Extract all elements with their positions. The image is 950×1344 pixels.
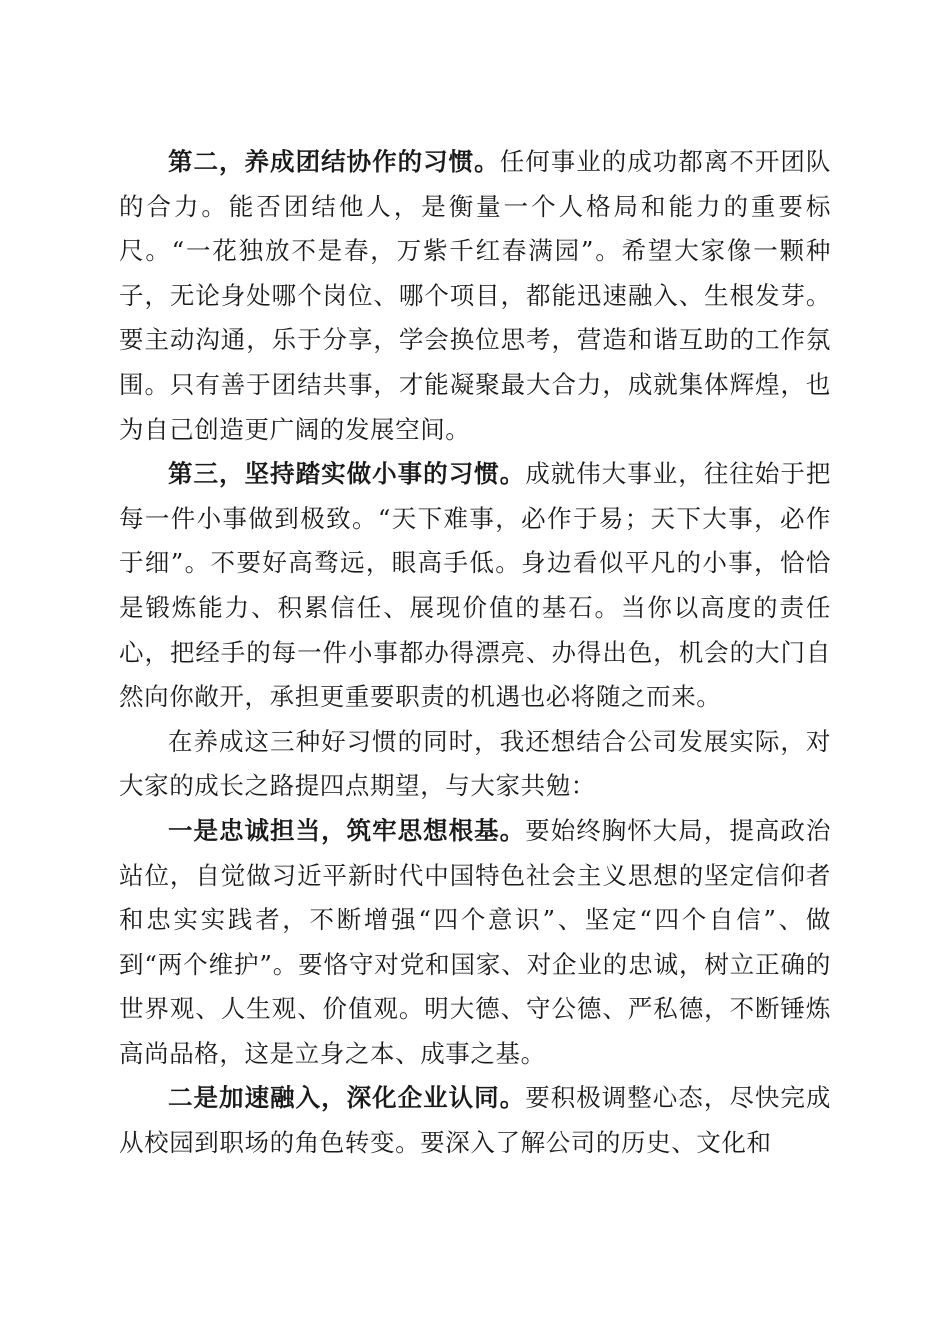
paragraph-heading: 二是加速融入，深化企业认同。 <box>168 1083 526 1113</box>
paragraph-loyalty <box>119 809 831 1077</box>
paragraph-integration <box>119 1076 831 1165</box>
paragraph-text: 成就伟大事业，往往始于把每一件小事做到极致。“天下难事，必作于易；天下大事，必作于细”。不要好高骛远，眼高手低。身边看似平凡的小事，恰恰是锻炼能力、积累信任、展现价值的基石。当你以高度的责任心，把经手的每一件小事都办得漂亮、办得出色，机会的大门自然向你敞开，承担更重要职责的机遇也必将随之而来。 <box>119 459 831 712</box>
paragraph-small-things <box>119 452 831 720</box>
paragraph-teamwork <box>119 140 831 452</box>
paragraph-heading: 第二，养成团结协作的习惯。 <box>168 147 500 176</box>
paragraph-text: 任何事业的成功都离不开团队的合力。能否团结他人，是衡量一个人格局和能力的重要标尺。“一花独放不是春，万紫千红春满园”。希望大家像一颗种子，无论身处哪个岗位、哪个项目，都能迅速融入、生根发芽。要主动沟通，乐于分享，学会换位思考，营造和谐互助的工作氛围。只有善于团结共事，才能凝聚最大合力，成就集体辉煌，也为自己创造更广阔的发展空间。 <box>119 147 831 444</box>
paragraph-text: 要积极调整心态，尽快完成从校园到职场的角色转变。要深入了解公司的历史、文化和 <box>119 1083 831 1158</box>
paragraph-text: 在养成这三种好习惯的同时，我还想结合公司发展实际，对大家的成长之路提四点期望，与大家共勉： <box>119 726 831 801</box>
paragraph-heading: 一是忠诚担当，筑牢思想根基。 <box>168 815 526 845</box>
paragraph-expectations-intro <box>119 720 831 809</box>
paragraph-text: 要始终胸怀大局，提高政治站位，自觉做习近平新时代中国特色社会主义思想的坚定信仰者和忠实实践者，不断增强“四个意识”、坚定“四个自信”、做到“两个维护”。要恪守对党和国家、对企业的忠诚，树立正确的世界观、人生观、价值观。明大德、守公德、严私德，不断锤炼高尚品格，这是立身之本、成事之基。 <box>119 815 831 1068</box>
paragraph-heading: 第三，坚持踏实做小事的习惯。 <box>168 459 526 489</box>
document-body <box>119 140 831 1166</box>
